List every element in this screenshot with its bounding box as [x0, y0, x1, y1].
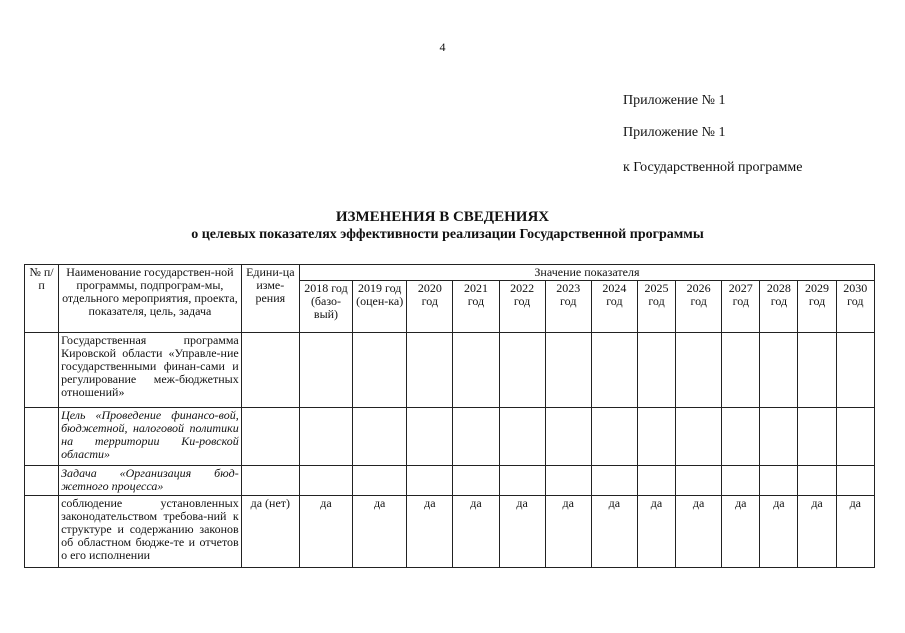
row-value: да [353, 496, 407, 568]
appendix-line-3: к Государственной программе [623, 160, 803, 175]
row-value [722, 333, 760, 408]
row-value: да [453, 496, 499, 568]
row-num [25, 496, 59, 568]
row-value [760, 466, 798, 496]
row-name: Задача «Организация бюд-жетного процесса» [59, 466, 242, 496]
header-unit: Едини-ца изме-рения [241, 265, 299, 333]
header-year: 2018 год (базо-вый) [299, 281, 352, 333]
row-value [545, 466, 591, 496]
row-unit [241, 466, 299, 496]
row-value [637, 408, 675, 466]
row-value [798, 466, 836, 496]
header-year: 2023 год [545, 281, 591, 333]
row-num [25, 466, 59, 496]
row-value: да [299, 496, 352, 568]
row-value: да [676, 496, 722, 568]
row-value [545, 333, 591, 408]
row-value [499, 466, 545, 496]
row-value [453, 333, 499, 408]
row-value [836, 408, 874, 466]
row-value [760, 333, 798, 408]
table-row-indicator [25, 496, 875, 568]
appendix-line-1: Приложение № 1 [623, 93, 726, 108]
row-value [722, 466, 760, 496]
row-value: да [591, 496, 637, 568]
row-value: да [407, 496, 453, 568]
row-value: да [637, 496, 675, 568]
row-value [453, 408, 499, 466]
title-subtitle: о целевых показателях эффективности реализации Государственной программы [191, 227, 704, 242]
indicators-table [24, 264, 875, 568]
header-year: 2030 год [836, 281, 874, 333]
row-unit [241, 333, 299, 408]
row-value [299, 466, 352, 496]
row-value [722, 408, 760, 466]
row-num [25, 408, 59, 466]
header-year: 2022 год [499, 281, 545, 333]
header-value-group: Значение показателя [299, 265, 874, 281]
row-num [25, 333, 59, 408]
row-value [353, 333, 407, 408]
appendix-line-2: Приложение № 1 [623, 125, 726, 140]
row-value [299, 333, 352, 408]
row-value [353, 408, 407, 466]
row-value [299, 408, 352, 466]
row-value: да [798, 496, 836, 568]
row-value: да [836, 496, 874, 568]
row-value [676, 408, 722, 466]
row-value [676, 466, 722, 496]
row-value [407, 408, 453, 466]
table-row-goal [25, 408, 875, 466]
header-year: 2027 год [722, 281, 760, 333]
row-value [499, 408, 545, 466]
row-value: да [499, 496, 545, 568]
header-year: 2026 год [676, 281, 722, 333]
row-name: Государственная программа Кировской области «Управле-ние государственными финан-сами и регулирование меж-бюджетных отношений» [59, 333, 242, 408]
header-year: 2028 год [760, 281, 798, 333]
header-name: Наименование государствен-ной программы, подпрограм-мы, отдельного мероприятия, проекта, показателя, цель, задача [59, 265, 242, 333]
row-name: соблюдение установленных законодательством требова-ний к структуре и содержанию законов об областном бюдже-те и отчетов о его исполнении [59, 496, 242, 568]
row-value: да [760, 496, 798, 568]
row-value [798, 408, 836, 466]
header-year: 2029 год [798, 281, 836, 333]
title-main: ИЗМЕНЕНИЯ В СВЕДЕНИЯХ [335, 209, 550, 225]
row-value [836, 466, 874, 496]
header-year: 2019 год (оцен-ка) [353, 281, 407, 333]
table-row-program [25, 333, 875, 408]
row-value [407, 333, 453, 408]
row-value [591, 466, 637, 496]
row-unit: да (нет) [241, 496, 299, 568]
row-value: да [722, 496, 760, 568]
header-year: 2025 год [637, 281, 675, 333]
row-value [591, 408, 637, 466]
document-title [0, 209, 885, 243]
row-value [499, 333, 545, 408]
table-row-task [25, 466, 875, 496]
header-year: 2024 год [591, 281, 637, 333]
row-value [407, 466, 453, 496]
row-value [836, 333, 874, 408]
row-value [637, 466, 675, 496]
row-value [591, 333, 637, 408]
header-year: 2020 год [407, 281, 453, 333]
row-name: Цель «Проведение финансо-вой, бюджетной, налоговой политики на территории Ки-ровской области» [59, 408, 242, 466]
row-unit [241, 408, 299, 466]
header-num: № п/п [25, 265, 59, 333]
header-year: 2021 год [453, 281, 499, 333]
row-value [545, 408, 591, 466]
row-value [760, 408, 798, 466]
page-number: 4 [439, 40, 446, 54]
row-value [353, 466, 407, 496]
row-value [453, 466, 499, 496]
row-value [637, 333, 675, 408]
row-value [798, 333, 836, 408]
row-value: да [545, 496, 591, 568]
row-value [676, 333, 722, 408]
